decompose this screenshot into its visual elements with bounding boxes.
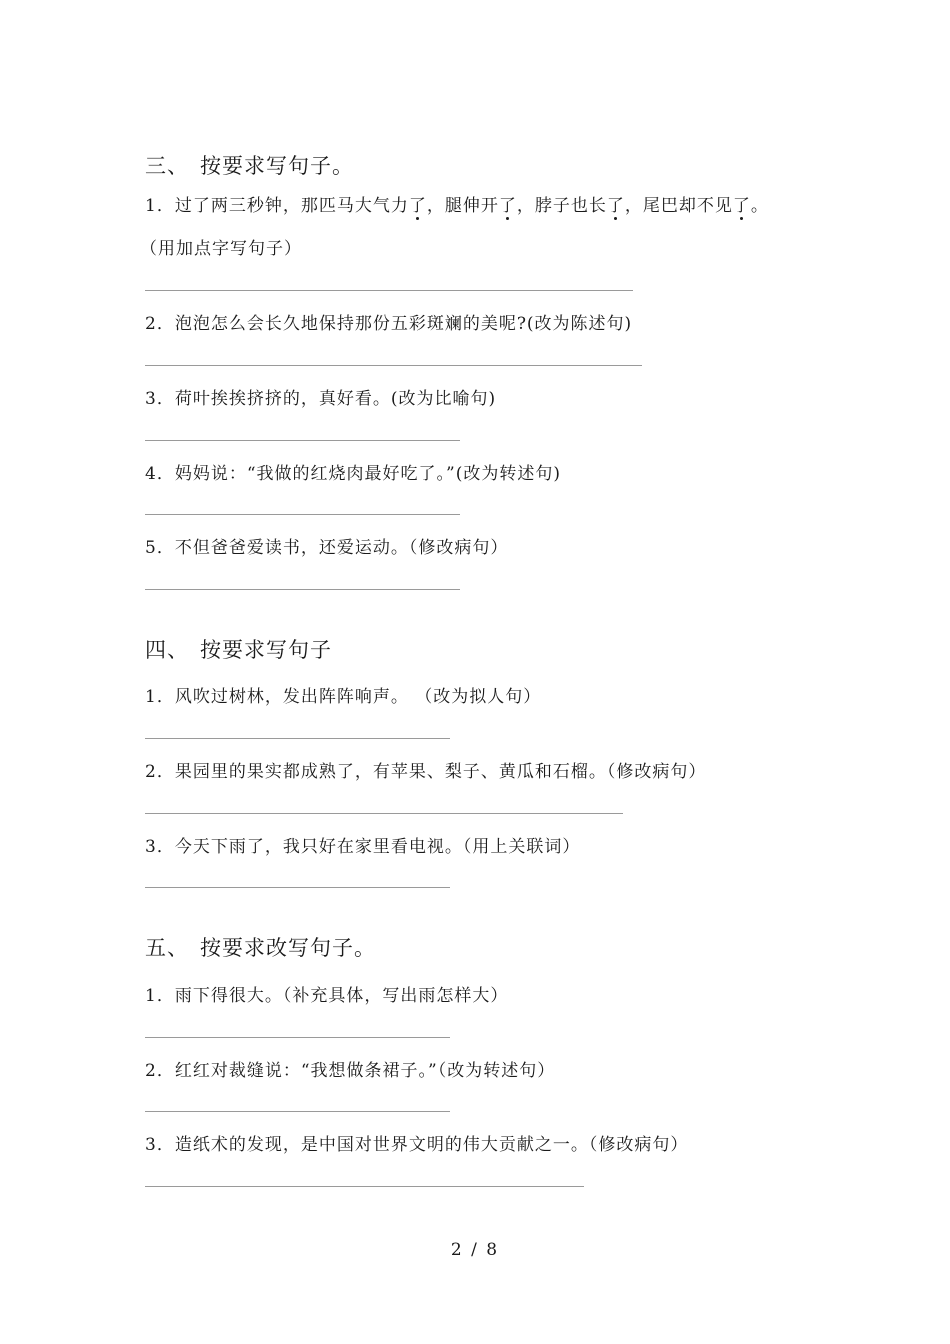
answer-line[interactable] [145,738,450,739]
answer-line[interactable] [145,290,633,291]
question-text: 1．过了两三秒钟，那匹马大气力 [145,196,409,216]
question-4-3: 3．今天下雨了，我只好在家里看电视。（用上关联词） [145,837,581,857]
question-5-3: 3．造纸术的发现，是中国对世界文明的伟大贡献之一。（修改病句） [145,1135,689,1155]
question-3-1 [145,191,769,216]
dotted-char: 了 [409,191,427,216]
question-3-5: 5．不但爸爸爱读书，还爱运动。（修改病句） [145,538,509,558]
question-3-2: 2．泡泡怎么会长久地保持那份五彩斑斓的美呢?(改为陈述句) [145,314,633,334]
question-3-4: 4．妈妈说：“我做的红烧肉最好吃了。”(改为转述句) [145,464,561,484]
section-title: 按要求改写句子。 [200,936,376,960]
answer-line[interactable] [145,887,450,888]
answer-line[interactable] [145,1037,450,1038]
answer-line[interactable] [145,813,623,814]
answer-line[interactable] [145,514,460,515]
section-number: 五、 [145,936,189,960]
question-5-2: 2．红红对裁缝说：“我想做条裙子。”（改为转述句） [145,1061,556,1081]
dotted-char: 了 [733,191,751,216]
answer-line[interactable] [145,365,642,366]
answer-line[interactable] [145,1111,450,1112]
answer-line[interactable] [145,440,460,441]
question-text: ，脖子也长 [516,196,607,216]
answer-line[interactable] [145,589,460,590]
dotted-char: 了 [499,191,517,216]
section-3-heading [145,150,354,180]
question-text: ，腿伸开 [426,196,499,216]
section-title: 按要求写句子。 [200,154,354,178]
question-text: 。 [750,196,769,216]
question-4-1: 1．风吹过树林，发出阵阵响声。 （改为拟人句） [145,687,542,707]
question-3-3: 3．荷叶挨挨挤挤的，真好看。(改为比喻句) [145,389,497,409]
section-5-heading [145,932,376,962]
dotted-char: 了 [607,191,625,216]
section-number: 四、 [145,638,189,662]
question-text: ，尾巴却不见 [624,196,733,216]
question-4-2: 2．果园里的果实都成熟了，有苹果、梨子、黄瓜和石榴。（修改病句） [145,762,707,782]
question-5-1: 1．雨下得很大。（补充具体，写出雨怎样大） [145,986,509,1006]
page-number: 2 / 8 [450,1240,500,1260]
section-title: 按要求写句子 [200,638,332,662]
section-number: 三、 [145,154,189,178]
section-4-heading [145,634,332,664]
answer-line[interactable] [145,1186,584,1187]
question-note: （用加点字写句子） [140,239,302,259]
